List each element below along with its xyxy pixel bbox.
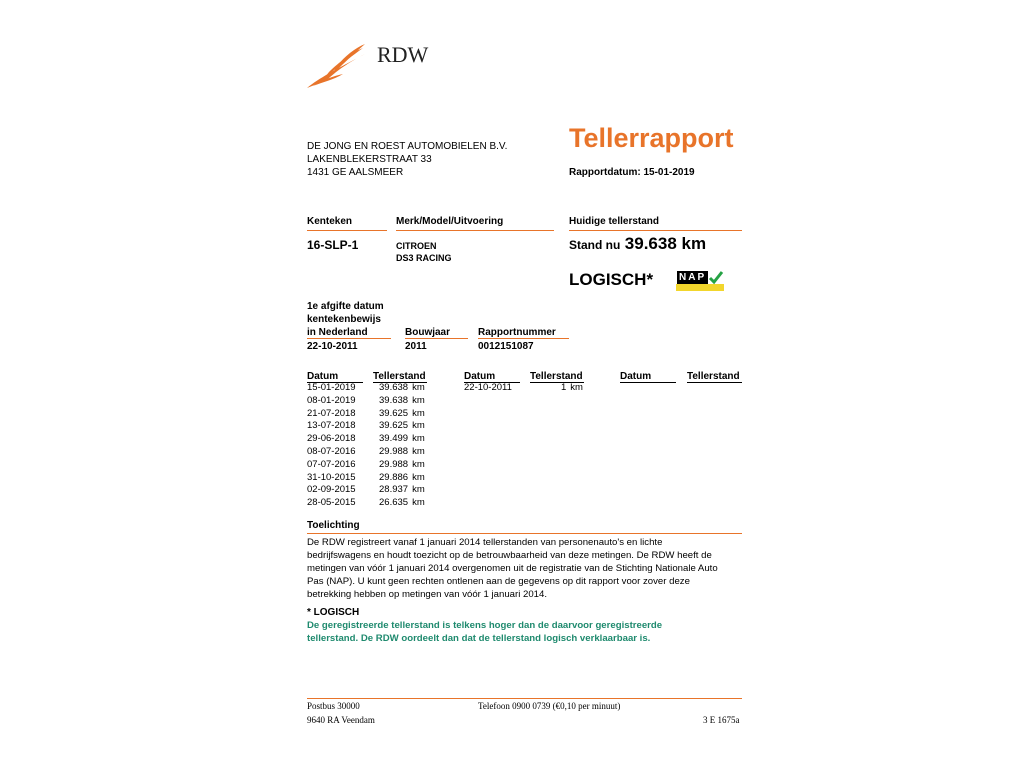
bouwjaar-value: 2011 bbox=[405, 341, 427, 352]
footer-postbus: Postbus 30000 bbox=[307, 701, 360, 711]
reading-value: 39.638 bbox=[379, 394, 409, 406]
reading-value: 29.988 bbox=[379, 458, 409, 470]
reading-value: 39.499 bbox=[379, 433, 409, 445]
explanation-line-2: bedrijfswagens en houdt toezicht op de betrouwbaarheid van deze metingen. De RDW heeft de bbox=[307, 550, 712, 561]
table-row bbox=[464, 382, 594, 395]
col1-teller-header: Tellerstand bbox=[373, 371, 426, 382]
report-title: Tellerrapport bbox=[569, 123, 734, 153]
reading-date: 28-05-2015 bbox=[307, 497, 356, 509]
sender-line-2: LAKENBLEKERSTRAAT 33 bbox=[307, 154, 432, 165]
explanation-rule bbox=[307, 533, 742, 534]
report-date-label: Rapportdatum: bbox=[569, 167, 641, 178]
explanation-line-4: Pas (NAP). U kunt geen rechten ontlenen aan de gegevens op dit rapport voor zover deze bbox=[307, 576, 690, 587]
stand-value: 39.638 km bbox=[624, 234, 707, 253]
col2-teller-header: Tellerstand bbox=[530, 371, 583, 382]
first-issue-label-3: in Nederland bbox=[307, 327, 368, 338]
footer-rule bbox=[307, 698, 742, 699]
reading-value: 26.635 bbox=[379, 497, 409, 509]
reading-unit: km bbox=[412, 458, 425, 470]
reading-date: 29-06-2018 bbox=[307, 433, 356, 445]
col3-datum-rule bbox=[620, 382, 676, 383]
first-issue-label bbox=[307, 300, 384, 339]
table-row bbox=[307, 395, 437, 408]
logisch-note bbox=[307, 619, 662, 645]
readings-col-1 bbox=[307, 382, 437, 510]
reading-value: 39.625 bbox=[379, 407, 409, 419]
table-row bbox=[307, 433, 437, 446]
merk-label: Merk/Model/Uitvoering bbox=[396, 216, 504, 227]
explanation-heading: Toelichting bbox=[307, 520, 360, 531]
table-row bbox=[307, 420, 437, 433]
rdw-wordmark: RDW bbox=[377, 42, 429, 67]
col1-datum-header: Datum bbox=[307, 371, 339, 382]
sender-line-1: DE JONG EN ROEST AUTOMOBIELEN B.V. bbox=[307, 141, 508, 152]
reading-value: 39.625 bbox=[379, 420, 409, 432]
stand-prefix: Stand nu bbox=[569, 238, 621, 252]
col3-teller-header: Tellerstand bbox=[687, 371, 740, 382]
reading-date: 22-10-2011 bbox=[464, 382, 512, 393]
stand-now bbox=[569, 234, 706, 254]
rapportnummer-rule bbox=[478, 338, 569, 339]
merk-rule bbox=[396, 230, 554, 231]
reading-date: 07-07-2016 bbox=[307, 458, 356, 470]
explanation-line-5: betrekking hebben op metingen van vóór 1 januari 2014. bbox=[307, 589, 548, 600]
reading-date: 08-01-2019 bbox=[307, 394, 356, 406]
footer-phone: Telefoon 0900 0739 (€0,10 per minuut) bbox=[478, 701, 621, 711]
reading-unit: km bbox=[412, 445, 425, 457]
reading-unit: km bbox=[412, 484, 425, 496]
reading-unit: km bbox=[412, 407, 425, 419]
bouwjaar-rule bbox=[405, 338, 468, 339]
bouwjaar-label: Bouwjaar bbox=[405, 327, 451, 338]
table-row bbox=[307, 446, 437, 459]
reading-unit: km bbox=[412, 471, 425, 483]
explanation-line-1: De RDW registreert vanaf 1 januari 2014 tellerstanden van personenauto's en lichte bbox=[307, 537, 663, 548]
reading-value: 1 bbox=[561, 382, 567, 393]
nap-badge-text: NAP bbox=[679, 272, 707, 283]
sender-line-3: 1431 GE AALSMEER bbox=[307, 167, 404, 178]
table-row bbox=[307, 408, 437, 421]
col2-datum-header: Datum bbox=[464, 371, 496, 382]
kenteken-rule bbox=[307, 230, 387, 231]
reading-date: 13-07-2018 bbox=[307, 420, 356, 432]
reading-unit: km bbox=[412, 394, 425, 406]
sender-address bbox=[307, 140, 507, 179]
first-issue-label-2: kentekenbewijs bbox=[307, 314, 381, 325]
reading-unit: km bbox=[412, 382, 425, 393]
rapportnummer-label: Rapportnummer bbox=[478, 327, 556, 338]
nap-badge bbox=[676, 271, 724, 291]
col3-datum-header: Datum bbox=[620, 371, 652, 382]
reading-date: 08-07-2016 bbox=[307, 445, 356, 457]
reading-value: 29.886 bbox=[379, 471, 409, 483]
current-label: Huidige tellerstand bbox=[569, 216, 660, 227]
kenteken-value: 16-SLP-1 bbox=[307, 238, 359, 252]
logisch-note-line-2: tellerstand. De RDW oordeelt dan dat de tellerstand logisch verklaarbaar is. bbox=[307, 633, 651, 644]
logisch-note-label: * LOGISCH bbox=[307, 607, 360, 618]
first-issue-label-1: 1e afgifte datum bbox=[307, 301, 384, 312]
logisch-note-line-1: De geregistreerde tellerstand is telkens hoger dan de daarvoor geregistreerde bbox=[307, 620, 663, 631]
footer-city: 9640 RA Veendam bbox=[307, 715, 375, 725]
reading-value: 29.988 bbox=[379, 445, 409, 457]
merk-line-1: CITROEN bbox=[396, 241, 437, 251]
readings-col-2 bbox=[464, 382, 594, 395]
table-row bbox=[307, 497, 437, 510]
col3-teller-rule bbox=[687, 382, 742, 383]
footer-code: 3 E 1675a bbox=[703, 715, 740, 725]
reading-unit: km bbox=[412, 497, 425, 509]
rapportnummer-value: 0012151087 bbox=[478, 341, 534, 352]
reading-unit: km bbox=[412, 420, 425, 432]
explanation-line-3: metingen van vóór 1 januari 2014 overgenomen uit de registratie van de Stichting Nationale Auto bbox=[307, 563, 718, 574]
judgement: LOGISCH* bbox=[569, 270, 654, 289]
first-issue-value: 22-10-2011 bbox=[307, 341, 358, 352]
report-date-value: 15-01-2019 bbox=[643, 167, 695, 178]
rdw-logo bbox=[305, 40, 435, 92]
reading-unit: km bbox=[412, 433, 425, 445]
explanation-body bbox=[307, 536, 718, 601]
reading-date: 02-09-2015 bbox=[307, 484, 356, 496]
reading-date: 15-01-2019 bbox=[307, 382, 356, 393]
merk-line-2: DS3 RACING bbox=[396, 253, 452, 263]
kenteken-label: Kenteken bbox=[307, 216, 353, 227]
table-row bbox=[307, 459, 437, 472]
reading-value: 39.638 bbox=[379, 382, 409, 393]
checkmark-icon bbox=[708, 270, 724, 286]
table-row bbox=[307, 382, 437, 395]
table-row bbox=[307, 472, 437, 485]
first-issue-rule bbox=[307, 338, 391, 339]
reading-date: 21-07-2018 bbox=[307, 407, 356, 419]
reading-unit: km bbox=[570, 382, 583, 393]
report-date bbox=[569, 166, 695, 179]
current-rule bbox=[569, 230, 742, 231]
merk-value bbox=[396, 240, 452, 264]
reading-value: 28.937 bbox=[379, 484, 409, 496]
table-row bbox=[307, 484, 437, 497]
rdw-wing-icon bbox=[305, 40, 369, 92]
reading-date: 31-10-2015 bbox=[307, 471, 356, 483]
